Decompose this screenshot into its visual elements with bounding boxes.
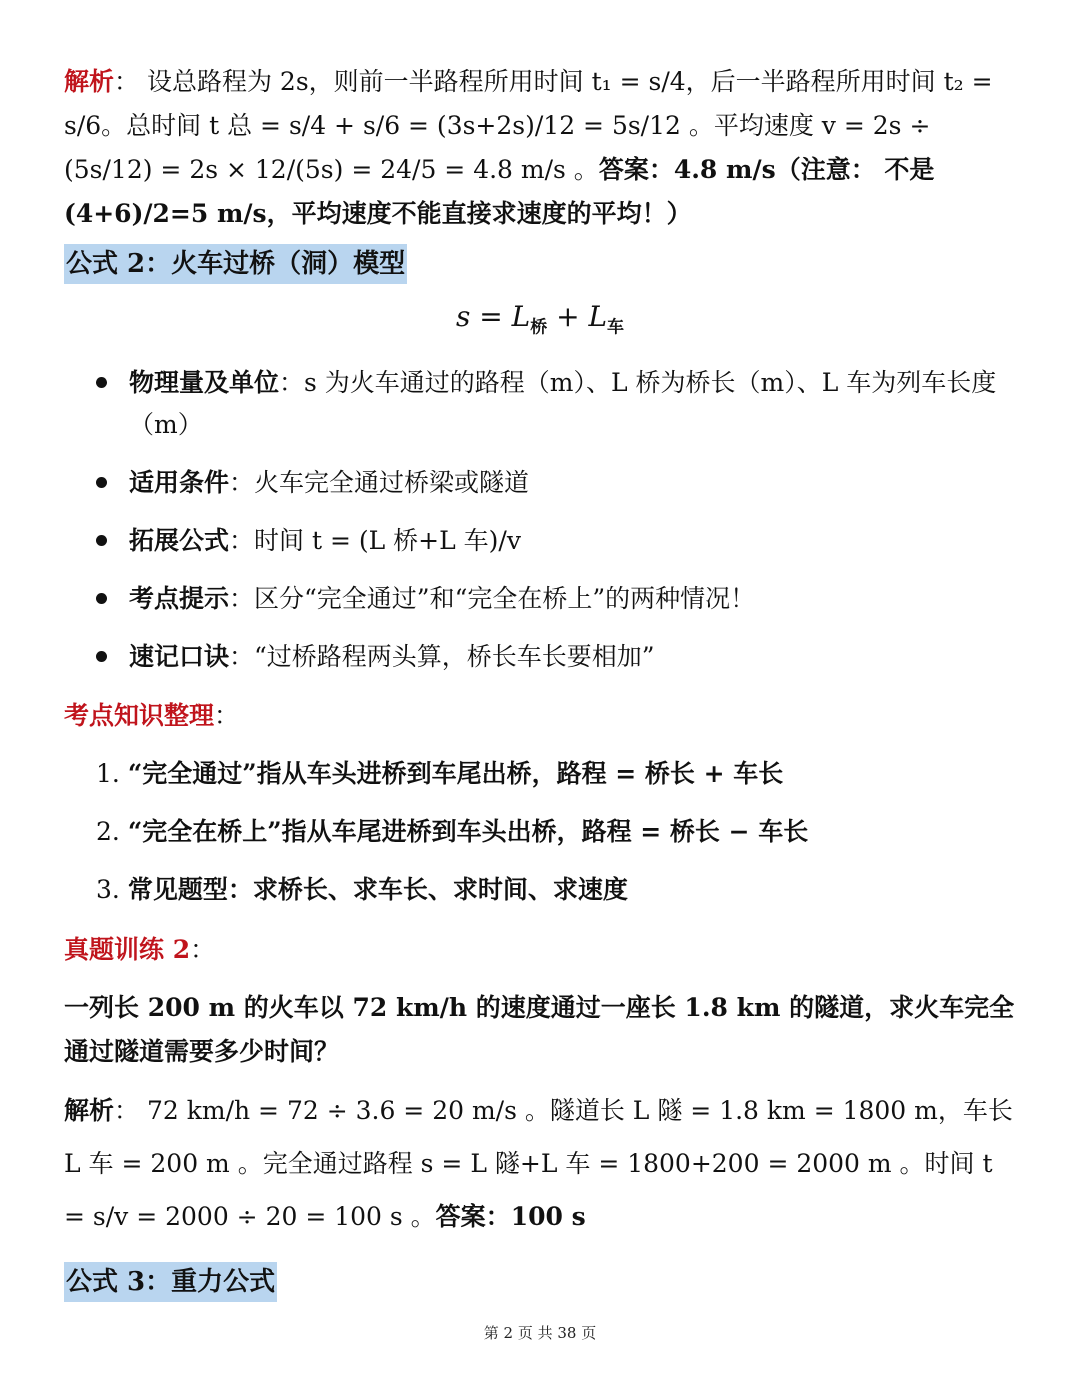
list-number: 2. — [96, 817, 120, 846]
bullet-dot-icon — [96, 593, 107, 604]
bullet-text: ：区分“完全通过”和“完全在桥上”的两种情况！ — [229, 584, 756, 613]
answer-value: 100 s — [510, 1202, 586, 1231]
bullet-text: ：火车完全通过桥梁或隧道 — [229, 468, 530, 497]
solution-text: ： 设总路程为 2s，则前一半路程所用时间 t₁ = s/4，后一半路程所用时间 t₂ = s/6。总时间 t 总 = s/4 + s/6 = (3s+2s)/12 = 5s/12 。平均速度 v = 2s ÷ (5s/12) = 2s × 12/(5s) = 24/5 = 4.8 m/s 。 — [64, 67, 993, 184]
ordered-list-item — [96, 754, 783, 794]
answer-value: 4.8 m/s — [673, 155, 776, 184]
bullet-label: 适用条件 — [129, 468, 230, 497]
formula-subscript-train: 车 — [607, 317, 625, 338]
bullet-item — [96, 578, 1016, 620]
paragraph-solution-2 — [64, 1084, 1016, 1243]
list-number: 3. — [96, 875, 120, 904]
bullet-text: ：s 为火车通过的路程（m）、L 桥为桥长（m）、L 车为列车长度（m） — [129, 368, 997, 439]
list-text: “完全在桥上”指从车尾进桥到车头出桥，路程 = 桥长 − 车长 — [127, 817, 809, 846]
bullet-item — [96, 362, 1016, 446]
formula-equation — [0, 300, 1080, 338]
formula-part-2: + L — [547, 300, 608, 333]
formula-subscript-bridge: 桥 — [530, 317, 548, 338]
knowledge-title: 考点知识整理 — [64, 701, 215, 730]
training-question: 一列长 200 m 的火车以 72 km/h 的速度通过一座长 1.8 km 的隧道，求火车完全通过隧道需要多少时间？ — [64, 993, 1015, 1066]
training-heading — [64, 928, 1016, 972]
bullet-dot-icon — [96, 535, 107, 546]
ordered-list-item — [96, 870, 628, 910]
answer-note: （注意： 不是(4+6)/2=5 m/s，平均速度不能直接求速度的平均！） — [64, 155, 935, 228]
knowledge-colon: ： — [214, 701, 240, 730]
analysis-text: ： 72 km/h = 72 ÷ 3.6 = 20 m/s 。隧道长 L 隧 = 1.8 km = 1800 m，车长 L 车 = 200 m 。完全通过路程 s = L 隧+L 车 = 1800+200 = 2000 m 。时间 t = s/v = 2000 ÷ 20 = 100 s 。 — [64, 1096, 1013, 1231]
answer-label: 答案： — [435, 1202, 511, 1231]
list-text: “完全通过”指从车头进桥到车尾出桥，路程 = 桥长 + 车长 — [127, 759, 784, 788]
bullet-item — [96, 636, 1016, 678]
bullet-text: ：时间 t = (L 桥+L 车)/v — [229, 526, 521, 555]
bullet-text: ：“过桥路程两头算，桥长车长要相加” — [229, 642, 655, 671]
bullet-dot-icon — [96, 651, 107, 662]
ordered-list-item — [96, 812, 808, 852]
paragraph-solution-1 — [64, 60, 1016, 236]
analysis-label: 解析 — [64, 1096, 115, 1125]
list-text: 常见题型：求桥长、求车长、求时间、求速度 — [127, 875, 628, 904]
bullet-label: 物理量及单位 — [129, 368, 280, 397]
section-heading-formula-2: 公式 2：火车过桥（洞）模型 — [64, 244, 407, 284]
training-title: 真题训练 2 — [64, 935, 191, 964]
formula-part-1: s = L — [455, 300, 531, 333]
bullet-dot-icon — [96, 477, 107, 488]
training-colon: ： — [190, 935, 216, 964]
section-heading-formula-3: 公式 3：重力公式 — [64, 1262, 277, 1302]
bullet-label: 拓展公式 — [129, 526, 230, 555]
bullet-label: 速记口诀 — [129, 642, 230, 671]
page-footer: 第 2 页 共 38 页 — [483, 1324, 597, 1342]
bullet-item — [96, 462, 1016, 504]
bullet-item — [96, 520, 1016, 562]
bullet-label: 考点提示 — [129, 584, 230, 613]
list-number: 1. — [96, 759, 120, 788]
solution-label: 解析 — [64, 67, 115, 96]
knowledge-heading — [64, 694, 1016, 738]
answer-label: 答案： — [598, 155, 674, 184]
bullet-dot-icon — [96, 377, 107, 388]
